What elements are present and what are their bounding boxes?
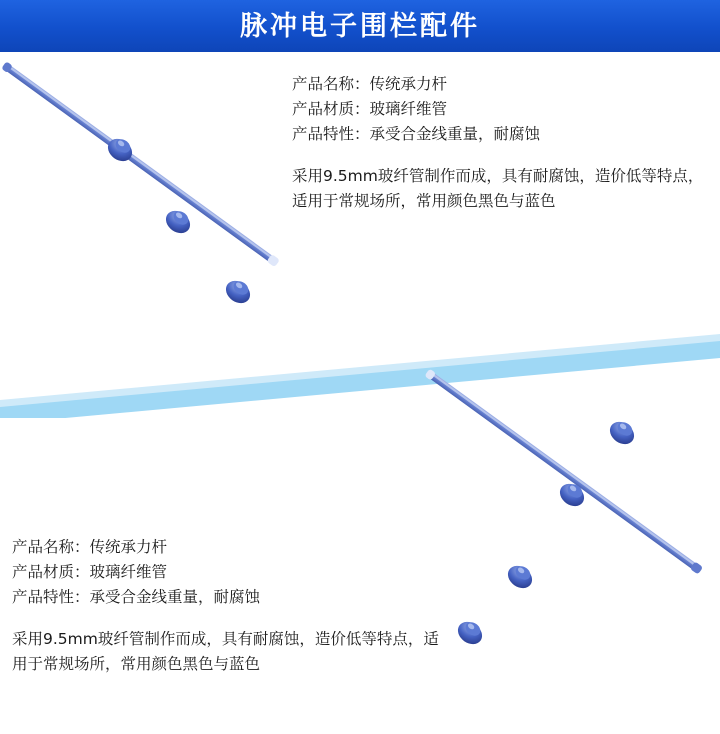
spec-row-material [12,560,442,585]
spec-value-feature: 承受合金线重量，耐腐蚀 [369,125,541,143]
spec-label-feature: 产品特性： [12,588,90,606]
spec-row-name [292,72,710,97]
product-section-bottom [0,365,720,734]
spec-value-feature: 承受合金线重量，耐腐蚀 [89,588,261,606]
product-spec-text-bottom [12,535,442,677]
spec-value-material: 玻璃纤维管 [369,100,448,118]
spec-label-name: 产品名称： [292,75,370,93]
spec-label-name: 产品名称： [12,538,90,556]
spec-value-name: 传统承力杆 [369,75,448,93]
product-description-bottom: 采用9.5mm玻纤管制作而成，具有耐腐蚀，造价低等特点，适用于常规场所，常用颜色黑色与蓝色 [12,630,439,673]
product-spec-text-top [292,72,710,214]
product-description-top: 采用9.5mm玻纤管制作而成，具有耐腐蚀，造价低等特点，适用于常规场所，常用颜色黑色与蓝色 [292,167,704,210]
spec-row-feature [12,585,442,610]
spec-label-material: 产品材质： [292,100,370,118]
spec-row-material [292,97,710,122]
page-header-banner [0,0,720,52]
page-title: 脉冲电子围栏配件 [240,10,480,42]
spec-row-feature [292,122,710,147]
spec-value-name: 传统承力杆 [89,538,168,556]
spec-row-name [12,535,442,560]
spec-label-material: 产品材质： [12,563,90,581]
product-section-top [0,52,720,365]
product-image-top [0,52,285,365]
spec-label-feature: 产品特性： [292,125,370,143]
spec-value-material: 玻璃纤维管 [89,563,168,581]
